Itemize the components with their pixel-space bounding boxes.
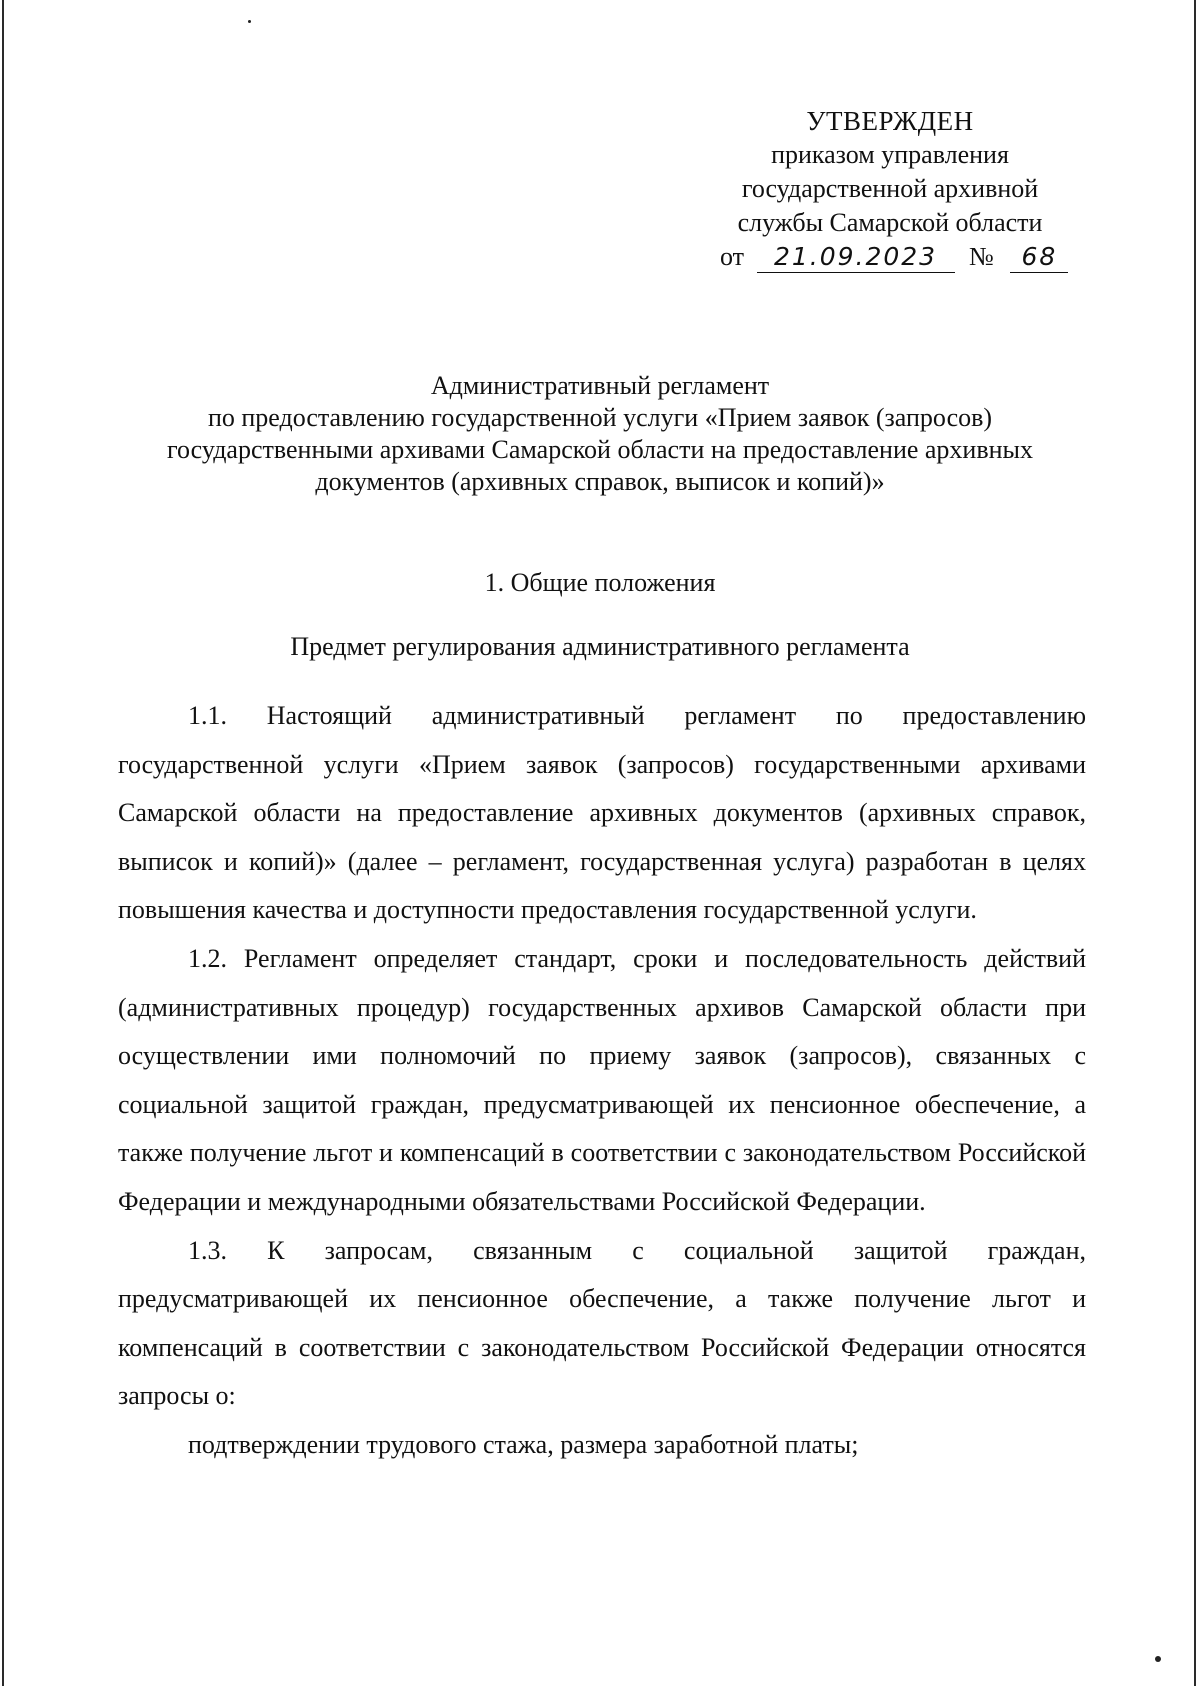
scan-edge-left <box>2 0 4 1686</box>
title-line: документов (архивных справок, выписок и копий)» <box>315 467 885 496</box>
approval-line: службы Самарской области <box>737 208 1043 237</box>
approval-line: государственной архивной <box>741 174 1039 203</box>
section-heading: 1. Общие положения <box>484 568 716 597</box>
subsection-heading: Предмет регулирования административного регламента <box>290 632 910 661</box>
approval-date-number-line <box>700 240 1080 274</box>
approval-line: приказом управления <box>771 140 1009 169</box>
paragraph: 1.1. Настоящий административный регламент по предоставлению государственной услуги «Прием заявок (запросов) государственными архивами Самарской области на предоставление архивных документов (архивных справок, выписок и копий)» (далее – регламент, государственная услуга) разработан в целях повышения качества и доступности предоставления государственной услуги. <box>118 701 1086 925</box>
title-line: государственными архивами Самарской области на предоставление архивных <box>166 435 1034 464</box>
scan-edge-right <box>1194 0 1196 1686</box>
approval-heading: УТВЕРЖДЕН <box>806 106 974 136</box>
paragraph: 1.3. К запросам, связанным с социальной защитой граждан, предусматривающей их пенсионное обеспечение, а также получение льгот и компенсаций в соответствии с законодательством Российской Федерации относятся запросы о: <box>118 1235 1086 1411</box>
paragraph: подтверждении трудового стажа, размера заработной платы; <box>188 1429 859 1459</box>
scan-speck <box>248 20 251 23</box>
scan-speck <box>1155 1656 1161 1662</box>
handwritten-number: 68 <box>1010 242 1068 273</box>
date-prefix: от <box>720 242 745 271</box>
title-line: по предоставлению государственной услуги «Прием заявок (запросов) <box>207 403 993 432</box>
number-prefix: № <box>969 242 994 271</box>
title-line: Административный регламент <box>430 371 770 400</box>
document-title <box>110 370 1090 498</box>
approval-block <box>700 104 1080 274</box>
document-body <box>118 692 1086 1470</box>
paragraph: 1.2. Регламент определяет стандарт, сроки и последовательность действий (административных процедур) государственных архивов Самарской области при осуществлении ими полномочий по приему заявок (запросов), связанных с социальной защитой граждан, предусматривающей их пенсионное обеспечение, а также получение льгот и компенсаций в соответствии с законодательством Российской Федерации и международными обязательствами Российской Федерации. <box>118 943 1086 1216</box>
handwritten-date: 21.09.2023 <box>757 242 955 273</box>
